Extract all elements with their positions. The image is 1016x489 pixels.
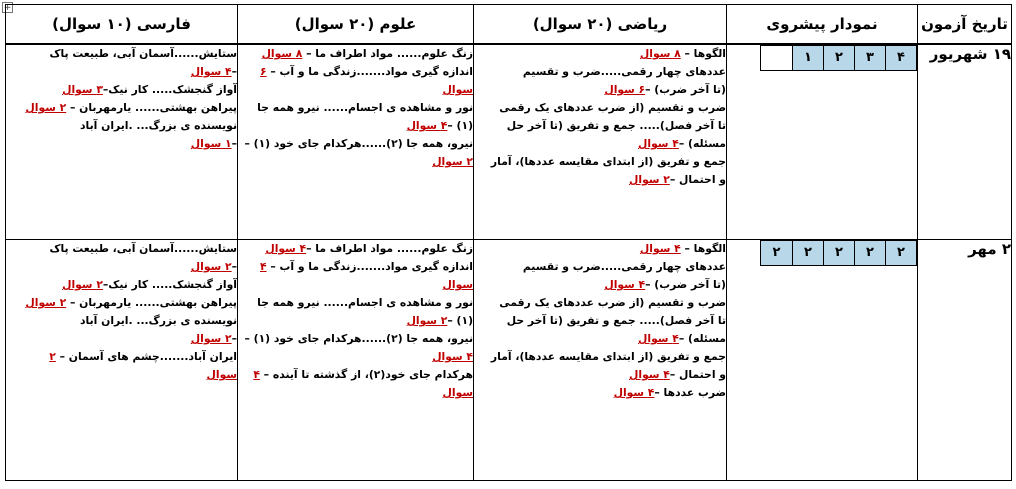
topic-text: اندازه گیری مواد.......زندگی ما و آب – [266,65,473,78]
topic-text: الگوها – [680,242,726,255]
progress-box: ۲ [823,46,854,70]
topic-line [6,99,237,117]
topic-text: زنگ علوم...... مواد اطراف ما – [306,242,473,255]
topic-line [238,294,473,312]
progress-box: ۲ [792,241,823,265]
header-science: علوم (۲۰ سوال) [238,5,474,45]
topic-line [238,312,473,330]
topic-text: جمع و تفریق (از ابتدای مقایسه عددها)، آمار [490,350,726,363]
persian-topics-cell [6,240,238,481]
topic-line [6,366,237,384]
question-count: سوال [206,368,237,381]
table-row [6,44,1012,240]
topic-line [6,312,237,330]
question-count: سوال [442,83,473,96]
topic-text: پیراهن بهشتی...... یارمهربان – [66,296,237,309]
topic-line [474,384,726,402]
progress-chart-cell [727,240,918,481]
progress-box: ۴ [885,46,916,70]
exam-date-cell: ۱۹ شهریور [918,44,1012,240]
header-row [6,5,1012,45]
topic-text: ستایش......آسمان آبی، طبیعت پاک [49,242,237,255]
table-move-handle[interactable]: + [3,3,12,13]
topic-line [238,258,473,276]
topic-line [474,276,726,294]
question-count: ۴ [253,368,260,381]
question-count: ۴ سوال [265,242,307,255]
progress-box [761,46,792,70]
topic-text: – [231,260,237,273]
topic-line [6,63,237,81]
science-topics-cell [238,44,474,240]
progress-chart-cell [727,44,918,240]
topic-text: عددهای چهار رقمی.....ضرب و تقسیم [522,65,726,78]
topic-line [6,330,237,348]
question-count: ۲ سوال [629,173,670,186]
header-exam-date: تاریخ آزمون [918,5,1012,45]
exam-date-cell: ۲ مهر [918,240,1012,481]
question-count: ۳ سوال [62,83,103,96]
topic-line [238,135,473,153]
topic-text: ضرب و تقسیم (از ضرب عددهای یک رقمی [499,296,726,309]
question-count: ۴ سوال [638,137,679,150]
progress-box: ۲ [854,241,885,265]
topic-text: – [231,65,237,78]
topic-text: (۱) – [447,314,473,327]
question-count: ۶ سوال [604,83,646,96]
topic-text: نیرو، همه جا (۲)......هرکدام جای خود (۱) – [244,332,473,345]
topic-line [474,348,726,366]
topic-text: ضرب و تقسیم (از ضرب عددهای یک رقمی [499,101,726,114]
question-count: ۴ سوال [613,386,655,399]
topic-line [474,258,726,276]
progress-boxes [760,45,917,71]
topic-line [6,348,237,366]
topic-text: ایران آباد.......چشم های آسمان – [55,350,237,363]
topic-text: آواز گنجشک..... کار نیک– [102,83,237,96]
progress-box: ۲ [823,241,854,265]
table-row [6,240,1012,481]
topic-line [238,63,473,81]
topic-text: هرکدام جای خود(۲)، از گذشته تا آینده – [259,368,473,381]
topic-line [474,45,726,63]
question-count: ۲ سوال [25,101,67,114]
topic-text: (تا آخر ضرب) – [645,83,726,96]
topic-text: تا آخر فصل)..... جمع و تفریق (تا آخر حل [506,119,726,132]
topic-text: (۱) – [447,119,473,132]
topic-line [238,384,473,402]
topic-text: نویسنده ی بزرگ... .ایران آباد [80,314,237,327]
persian-topics-cell [6,44,238,240]
topic-line [474,135,726,153]
question-count: ۲ سوال [190,260,232,273]
question-count: ۲ سوال [406,314,448,327]
topic-text: و احتمال – [669,173,726,186]
header-progress-chart: نمودار پیشروی [727,5,918,45]
topic-line [474,330,726,348]
topic-text: جمع و تفریق (از ابتدای مقایسه عددها)، آمار [490,155,726,168]
topic-text: تا آخر فصل)..... جمع و تفریق (تا آخر حل [506,314,726,327]
topic-text: پیراهن بهشتی...... یارمهربان – [66,101,237,114]
topic-text: مسئله) – [678,332,726,345]
math-topics-cell [474,44,727,240]
progress-box: ۳ [854,46,885,70]
question-count: ۴ سوال [406,119,448,132]
topic-line [474,294,726,312]
topic-line [238,366,473,384]
topic-text: اندازه گیری مواد.......زندگی ما و آب – [266,260,473,273]
topic-line [6,81,237,99]
topic-text: ضرب عددها – [654,386,726,399]
topic-line [6,45,237,63]
topic-line [238,99,473,117]
topic-line [238,117,473,135]
topic-text: نویسنده ی بزرگ... .ایران آباد [80,119,237,132]
header-persian: فارسی (۱۰ سوال) [6,5,238,45]
topic-line [238,45,473,63]
topic-line [238,81,473,99]
question-count: ۴ سوال [604,278,646,291]
progress-box: ۲ [761,241,792,265]
topic-text: مسئله) – [678,137,726,150]
topic-text: الگوها – [680,47,726,60]
science-topics-cell [238,240,474,481]
progress-boxes [760,240,917,266]
question-count: ۲ سوال [432,155,473,168]
topic-line [474,171,726,189]
topic-line [238,348,473,366]
question-count: ۴ سوال [629,368,670,381]
topic-line [238,153,473,171]
question-count: ۴ سوال [432,350,473,363]
topic-line [474,312,726,330]
question-count: ۴ سوال [190,65,232,78]
topic-line [474,117,726,135]
topic-line [6,294,237,312]
question-count: ۸ سوال [639,47,681,60]
topic-text: زنگ علوم...... مواد اطراف ما – [302,47,473,60]
topic-text: نور و مشاهده ی اجسام...... نیرو همه جا [257,101,473,114]
topic-text: (تا آخر ضرب) – [645,278,726,291]
topic-line [6,117,237,135]
math-topics-cell [474,240,727,481]
question-count: ۲ [49,350,56,363]
topic-text: آواز گنجشک..... کار نیک– [102,278,237,291]
topic-line [474,366,726,384]
topic-line [6,135,237,153]
topic-line [238,276,473,294]
question-count: ۸ سوال [261,47,303,60]
question-count: ۱ سوال [190,137,232,150]
topic-line [474,240,726,258]
exam-schedule-table [5,4,1012,481]
question-count: ۲ سوال [25,296,67,309]
topic-line [6,240,237,258]
topic-text: – [231,332,237,345]
question-count: ۲ سوال [62,278,103,291]
progress-box: ۱ [792,46,823,70]
topic-text: و احتمال – [669,368,726,381]
question-count: ۴ سوال [638,332,679,345]
header-math: ریاضی (۲۰ سوال) [474,5,727,45]
topic-line [238,330,473,348]
question-count: ۲ سوال [190,332,232,345]
topic-line [474,63,726,81]
topic-text: نور و مشاهده ی اجسام...... نیرو همه جا [257,296,473,309]
topic-text: ستایش......آسمان آبی، طبیعت پاک [49,47,237,60]
question-count: ۴ [260,260,267,273]
topic-line [474,153,726,171]
question-count: ۶ [260,65,267,78]
topic-text: عددهای چهار رقمی.....ضرب و تقسیم [522,260,726,273]
question-count: سوال [442,278,473,291]
question-count: ۴ سوال [639,242,681,255]
topic-line [6,258,237,276]
topic-text: نیرو، همه جا (۲)......هرکدام جای خود (۱) – [244,137,473,150]
question-count: سوال [442,386,473,399]
topic-line [474,81,726,99]
topic-line [474,99,726,117]
progress-box: ۲ [885,241,916,265]
topic-text: – [231,137,237,150]
topic-line [6,276,237,294]
topic-line [238,240,473,258]
